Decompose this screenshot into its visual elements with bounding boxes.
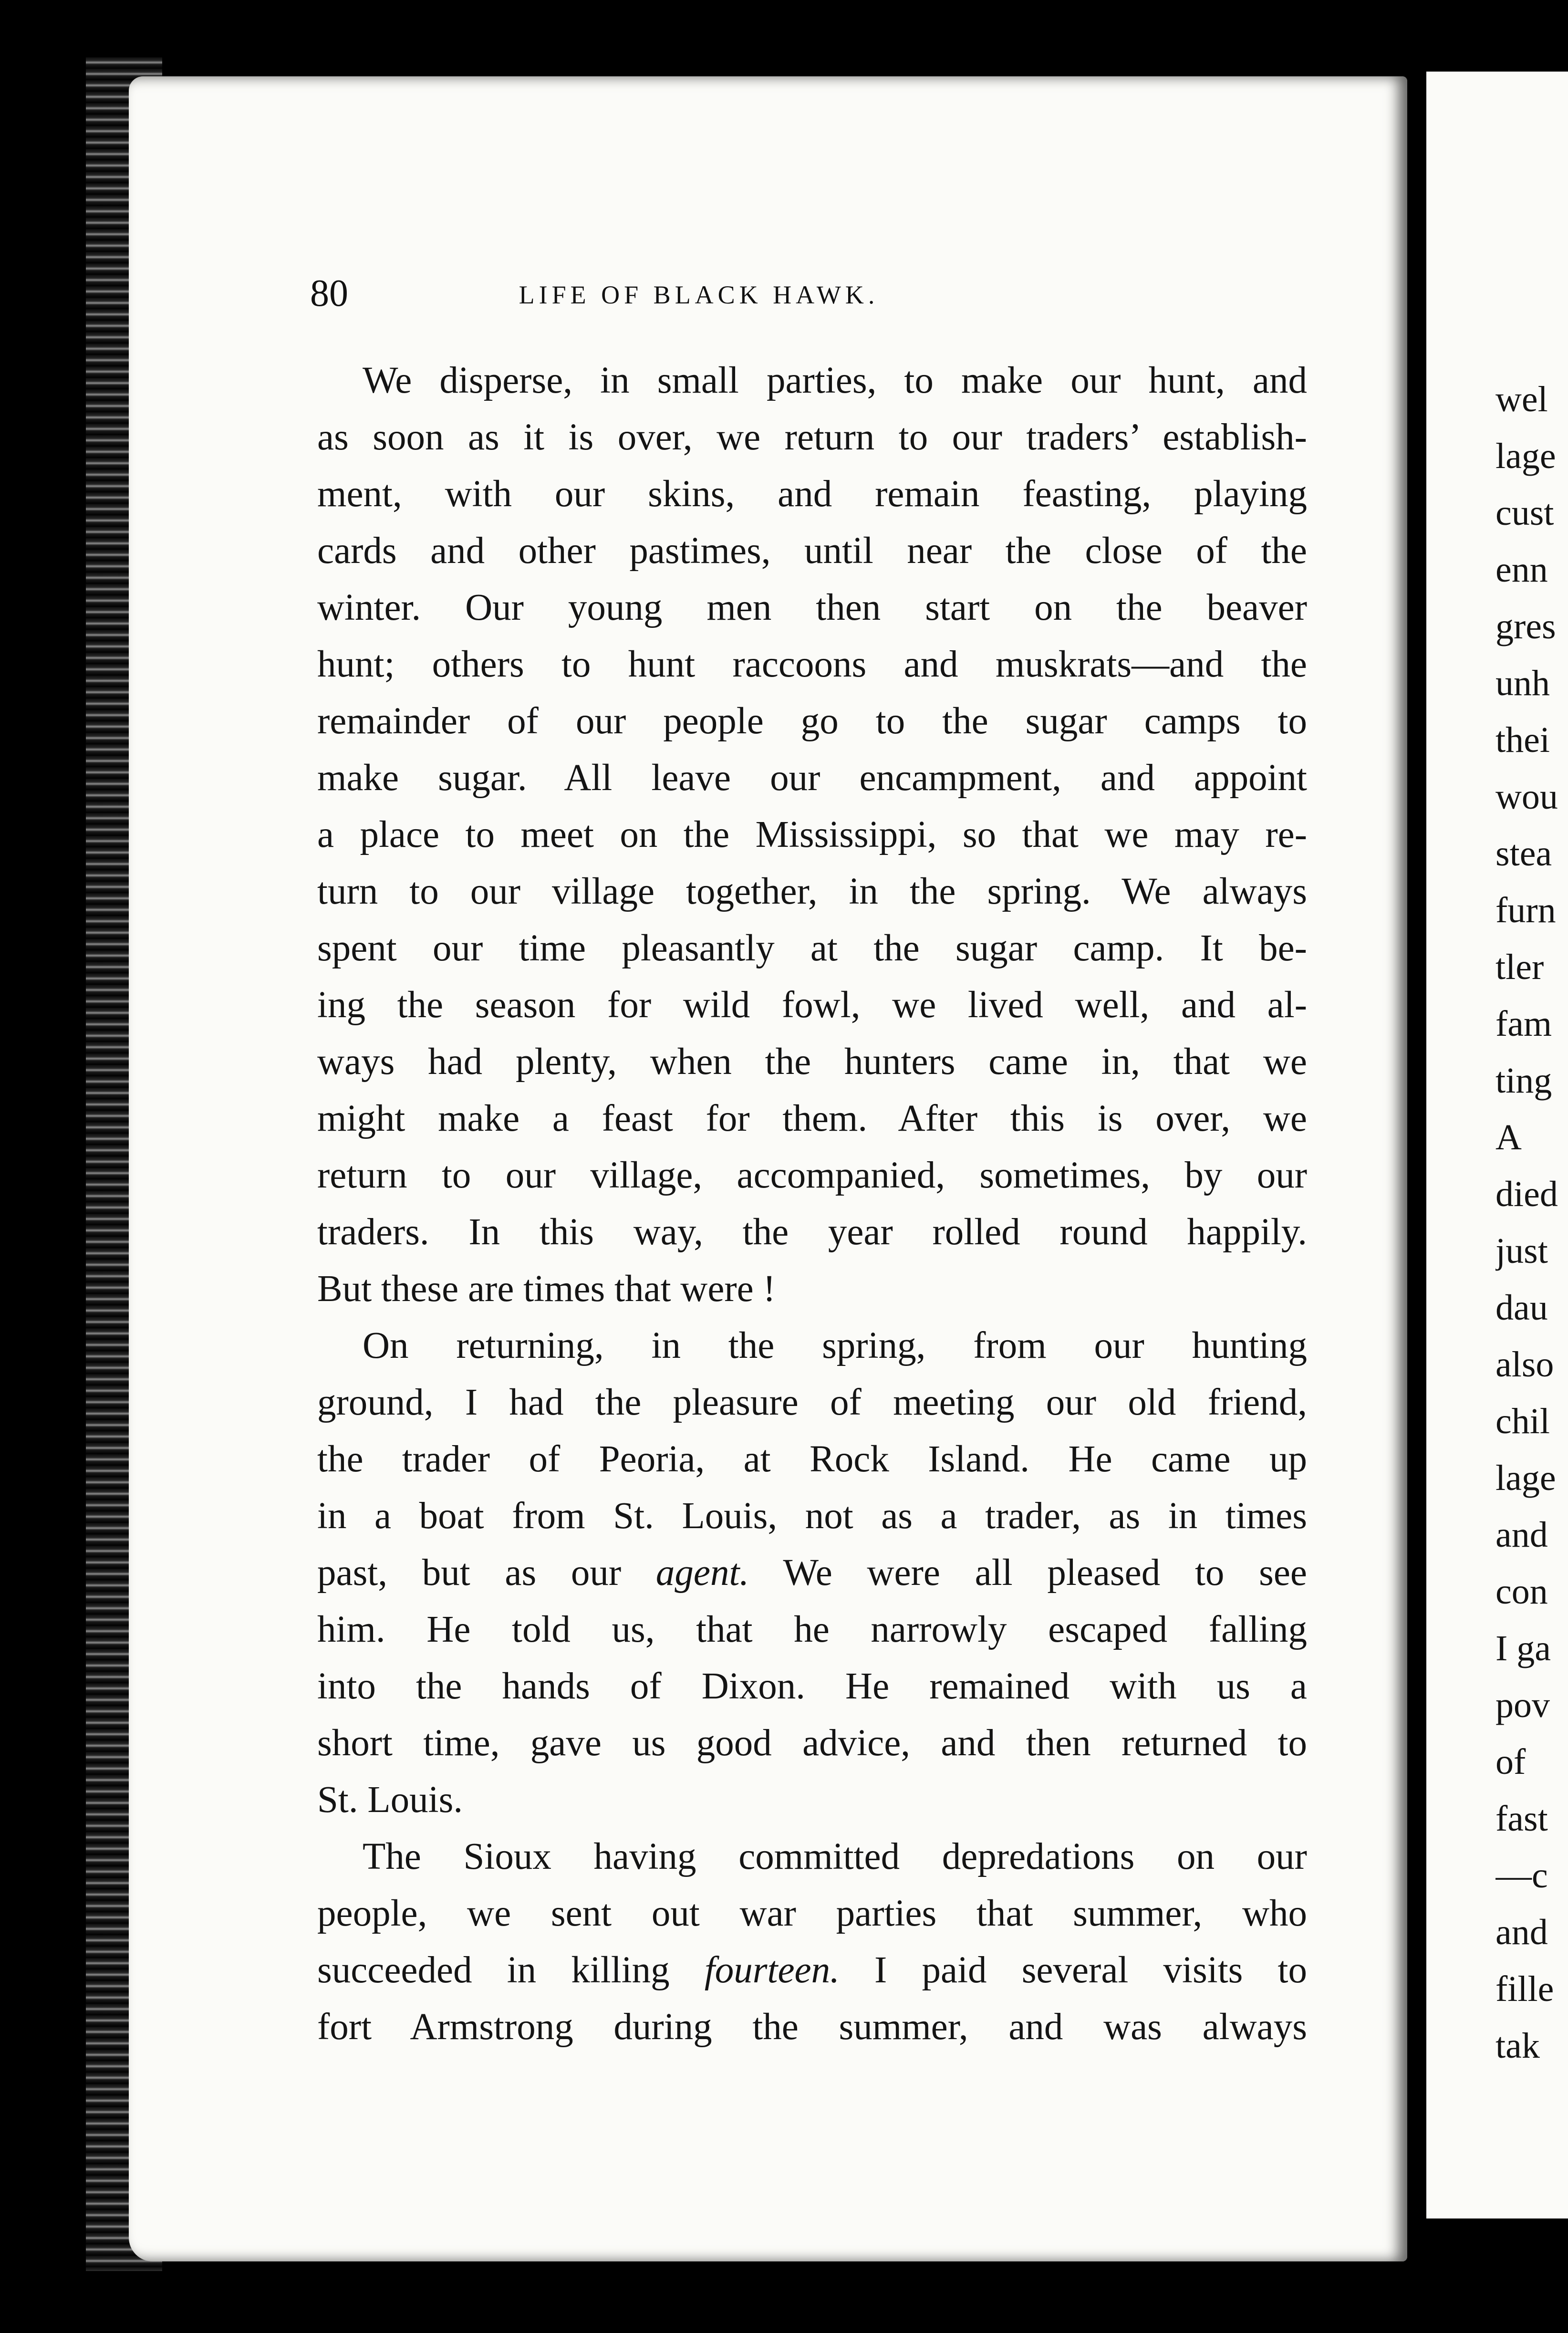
facing-line: wou bbox=[1495, 777, 1558, 817]
text-line: in a boat from St. Louis, not as a trader, as in times bbox=[317, 1495, 1307, 1537]
text-line: people, we sent out war parties that summer, who bbox=[317, 1893, 1307, 1934]
paragraph-2 bbox=[317, 1317, 1307, 1828]
text-line: remainder of our people go to the sugar camps to bbox=[317, 700, 1307, 742]
text-line: a place to meet on the Mississippi, so that we may re- bbox=[317, 814, 1307, 855]
facing-line: gres bbox=[1495, 606, 1556, 646]
text-line: winter. Our young men then start on the beaver bbox=[317, 587, 1307, 628]
facing-page-text bbox=[1495, 371, 1568, 2074]
facing-line: thei bbox=[1495, 720, 1550, 760]
text-line: into the hands of Dixon. He remained with us a bbox=[317, 1666, 1307, 1707]
text-line: succeeded in killing fourteen. I paid several visits to bbox=[317, 1949, 1308, 1991]
text-line: turn to our village together, in the spring. We always bbox=[317, 871, 1307, 912]
facing-line: fast bbox=[1495, 1799, 1548, 1839]
text-line: But these are times that were ! bbox=[317, 1268, 776, 1310]
facing-line: —c bbox=[1495, 1855, 1548, 1896]
facing-line: pov bbox=[1495, 1685, 1550, 1725]
text-line: St. Louis. bbox=[317, 1779, 463, 1821]
text-line: ways had plenty, when the hunters came in, that we bbox=[317, 1041, 1307, 1083]
text-line: return to our village, accompanied, sometimes, by our bbox=[317, 1155, 1307, 1196]
facing-line: lage bbox=[1495, 1458, 1556, 1498]
text-line: ment, with our skins, and remain feasting, playing bbox=[317, 473, 1307, 515]
book-gutter bbox=[1407, 67, 1426, 2261]
text-line: might make a feast for them. After this is over, we bbox=[317, 1098, 1307, 1139]
text-line: hunt; others to hunt raccoons and muskrats—and the bbox=[317, 644, 1307, 685]
facing-line: A bbox=[1495, 1117, 1522, 1157]
facing-line: chil bbox=[1495, 1401, 1550, 1441]
facing-line: con bbox=[1495, 1572, 1548, 1612]
facing-line: unh bbox=[1495, 663, 1550, 703]
facing-line: lage bbox=[1495, 436, 1556, 476]
page-header bbox=[310, 267, 1030, 320]
text-line: traders. In this way, the year rolled round happily. bbox=[317, 1211, 1307, 1253]
facing-line: furn bbox=[1495, 890, 1556, 930]
facing-line: fam bbox=[1495, 1004, 1552, 1044]
text-line: The Sioux having committed depredations on our bbox=[363, 1836, 1307, 1877]
running-title: LIFE OF BLACK HAWK. bbox=[519, 281, 879, 309]
facing-line: cust bbox=[1495, 493, 1554, 533]
facing-line: I ga bbox=[1495, 1628, 1551, 1668]
facing-line: dau bbox=[1495, 1288, 1548, 1328]
text-line: him. He told us, that he narrowly escaped falling bbox=[317, 1609, 1307, 1650]
facing-line: enn bbox=[1495, 550, 1548, 590]
facing-line: died bbox=[1495, 1174, 1558, 1214]
facing-line: and bbox=[1495, 1515, 1548, 1555]
facing-line: stea bbox=[1495, 833, 1552, 874]
facing-line: also bbox=[1495, 1344, 1554, 1385]
text-line: fort Armstrong during the summer, and was always bbox=[317, 2006, 1307, 2048]
text-line: make sugar. All leave our encampment, and appoint bbox=[317, 757, 1307, 799]
text-line: ing the season for wild fowl, we lived well, and al- bbox=[317, 984, 1307, 1026]
text-line: short time, gave us good advice, and then returned to bbox=[317, 1722, 1307, 1764]
body-text bbox=[317, 352, 1307, 2055]
text-line: spent our time pleasantly at the sugar camp. It be- bbox=[317, 927, 1307, 969]
facing-line: and bbox=[1495, 1912, 1548, 1952]
page-number: 80 bbox=[310, 272, 348, 314]
facing-line: of bbox=[1495, 1742, 1526, 1782]
paragraph-3 bbox=[317, 1828, 1307, 2055]
text-line: as soon as it is over, we return to our traders’ establish- bbox=[317, 417, 1307, 458]
facing-line: fille bbox=[1495, 1969, 1554, 2009]
text-line: the trader of Peoria, at Rock Island. He came up bbox=[317, 1438, 1307, 1480]
text-line: past, but as our agent. We were all pleased to see bbox=[317, 1552, 1307, 1594]
facing-line: just bbox=[1495, 1231, 1548, 1271]
facing-line: tler bbox=[1495, 947, 1544, 987]
paragraph-1 bbox=[317, 352, 1307, 1317]
text-line: cards and other pastimes, until near the close of the bbox=[317, 530, 1307, 572]
text-line: We disperse, in small parties, to make our hunt, and bbox=[363, 360, 1307, 401]
facing-line: tak bbox=[1495, 2026, 1540, 2066]
facing-line: ting bbox=[1495, 1061, 1552, 1101]
text-line: ground, I had the pleasure of meeting our old friend, bbox=[317, 1382, 1307, 1423]
text-line: On returning, in the spring, from our hunting bbox=[363, 1325, 1307, 1366]
facing-line: wel bbox=[1495, 379, 1548, 419]
